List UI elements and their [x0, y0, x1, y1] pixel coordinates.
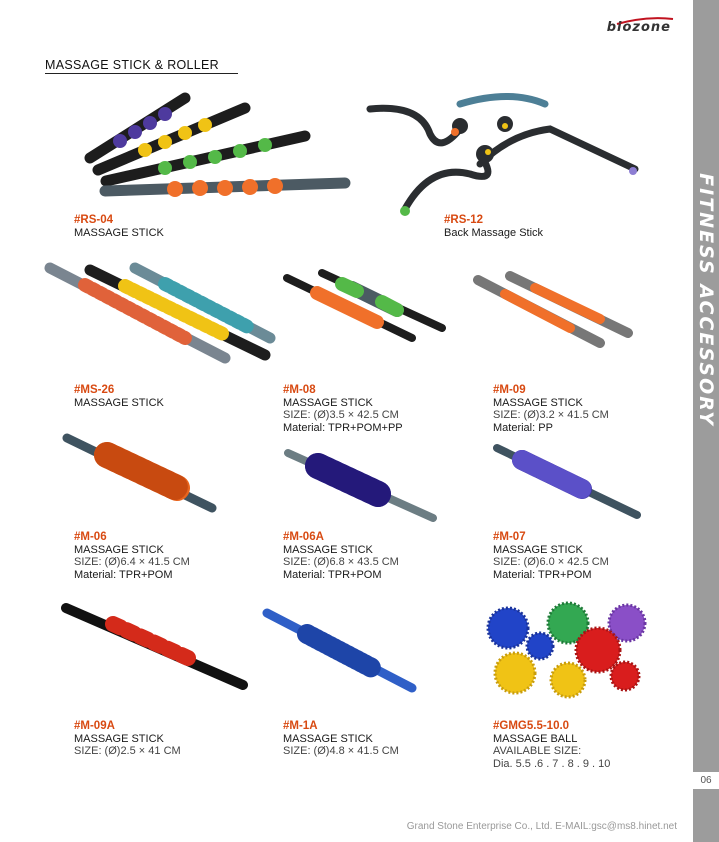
m08-image	[282, 268, 447, 348]
product-name: MASSAGE STICK	[493, 543, 583, 556]
product-code: #M-06A	[283, 531, 324, 543]
gmg-image	[480, 598, 655, 703]
product-name: MASSAGE STICK	[74, 543, 164, 556]
product-m06	[74, 531, 274, 581]
product-name: Back Massage Stick	[444, 226, 544, 239]
product-size: SIZE: (Ø)6.8 × 43.5 CM	[283, 556, 399, 568]
product-rs04	[74, 214, 274, 239]
product-size: SIZE: (Ø)2.5 × 41 CM	[74, 745, 181, 757]
product-m09a	[74, 720, 274, 758]
product-name: MASSAGE STICK	[74, 226, 164, 239]
product-material: Material: TPR+POM	[283, 568, 382, 581]
product-material: Material: TPR+POM	[493, 568, 592, 581]
ms26-image	[40, 258, 280, 373]
product-material: Material: TPR+POM+PP	[283, 421, 403, 434]
product-name: MASSAGE STICK	[74, 732, 164, 745]
product-m06a	[283, 531, 483, 581]
product-name: MASSAGE STICK	[283, 732, 373, 745]
product-size: SIZE: (Ø)3.2 × 41.5 CM	[493, 409, 609, 421]
page-number: 06	[693, 772, 719, 789]
rs12-image	[360, 94, 650, 219]
product-gmg	[493, 720, 693, 770]
section-title: MASSAGE STICK & ROLLER	[45, 58, 220, 72]
m09a-image	[58, 600, 253, 695]
product-name: MASSAGE BALL	[493, 732, 578, 745]
product-material: Material: PP	[493, 421, 553, 434]
brand-logo: biozone	[606, 20, 671, 35]
product-name: MASSAGE STICK	[283, 396, 373, 409]
product-code: #RS-04	[74, 214, 113, 226]
m1a-image	[262, 608, 422, 698]
product-code: #GMG5.5-10.0	[493, 720, 570, 732]
product-available-size: AVAILABLE SIZE:	[493, 745, 582, 757]
product-m1a	[283, 720, 483, 758]
product-code: #M-09	[493, 384, 526, 396]
product-code: #M-07	[493, 531, 526, 543]
product-size: SIZE: (Ø)4.8 × 41.5 CM	[283, 745, 399, 757]
product-name: MASSAGE STICK	[283, 543, 373, 556]
product-code: #M-08	[283, 384, 316, 396]
product-code: #M-09A	[74, 720, 115, 732]
product-size: SIZE: (Ø)6.4 × 41.5 CM	[74, 556, 190, 568]
product-ms26	[74, 384, 274, 409]
side-band-label: FITNESS ACCESSORY	[695, 173, 717, 427]
product-m08	[283, 384, 483, 434]
side-band-label-wrap	[693, 0, 719, 842]
product-m07	[493, 531, 693, 581]
product-name: MASSAGE STICK	[74, 396, 164, 409]
product-diameters: Dia. 5.5 .6 . 7 . 8 . 9 . 10	[493, 757, 611, 770]
product-material: Material: TPR+POM	[74, 568, 173, 581]
product-code: #M-06	[74, 531, 107, 543]
footer-contact: Grand Stone Enterprise Co., Ltd. E-MAIL:gsc@ms8.hinet.net	[406, 821, 677, 832]
product-code: #MS-26	[74, 384, 115, 396]
product-name: MASSAGE STICK	[493, 396, 583, 409]
m06a-image	[283, 448, 443, 528]
m07-image	[492, 440, 647, 525]
product-code: #RS-12	[444, 214, 483, 226]
m06-image	[62, 430, 227, 520]
m09-image	[470, 268, 635, 353]
product-code: #M-1A	[283, 720, 318, 732]
product-size: SIZE: (Ø)6.0 × 42.5 CM	[493, 556, 609, 568]
product-m09	[493, 384, 693, 434]
product-size: SIZE: (Ø)3.5 × 42.5 CM	[283, 409, 399, 421]
section-divider	[45, 73, 238, 74]
rs04-image	[70, 88, 360, 203]
product-rs12	[444, 214, 644, 239]
